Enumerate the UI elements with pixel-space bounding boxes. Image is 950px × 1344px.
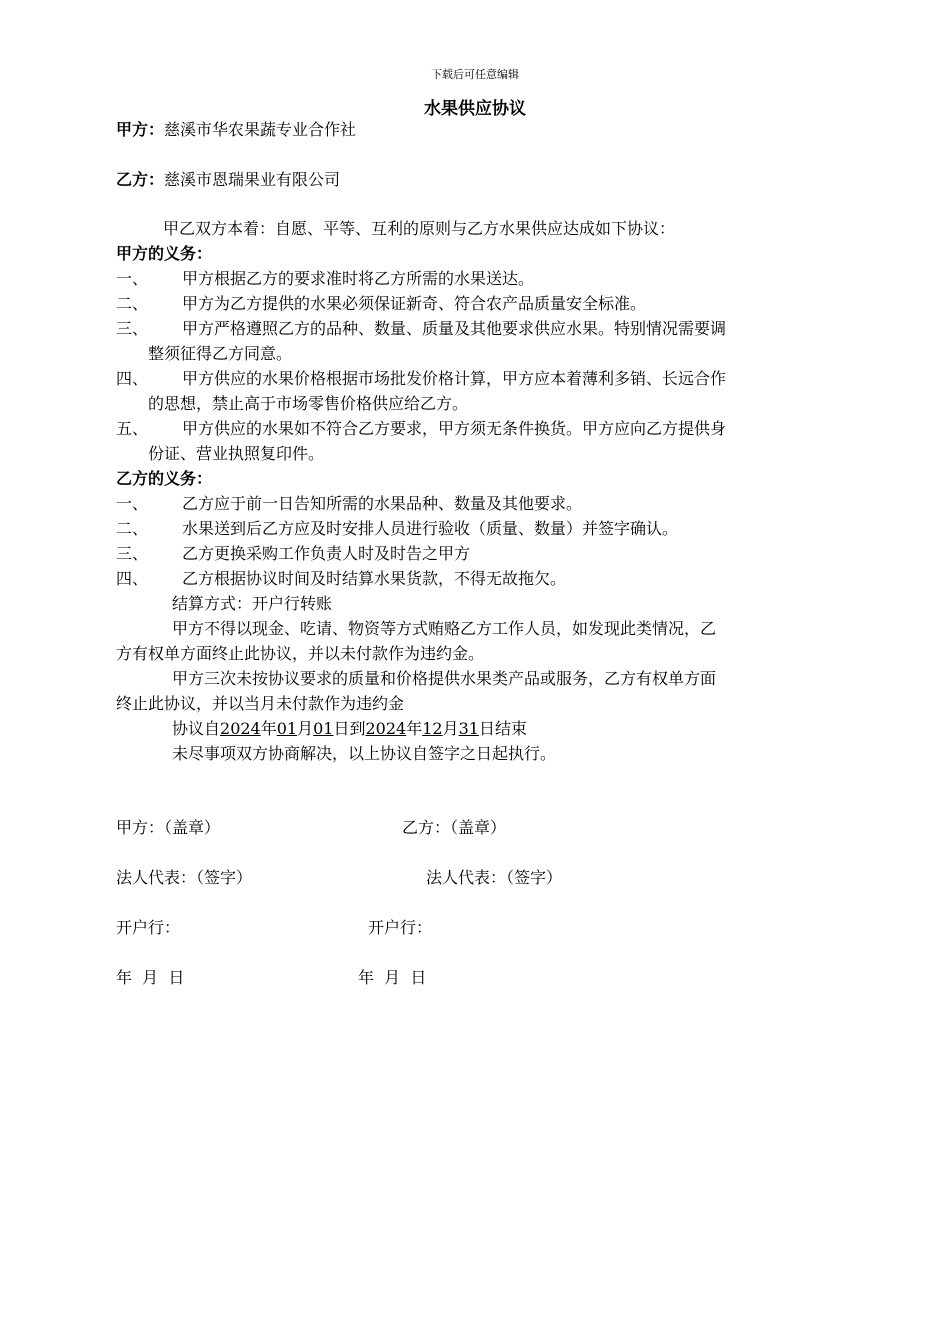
party-a-duties-heading: 甲方的义务： — [116, 244, 213, 263]
end-month: 12 — [422, 719, 443, 738]
party-b-legal-rep: 法人代表：（签字） — [426, 868, 563, 887]
a-duty-text: 甲方根据乙方的要求准时将乙方所需的水果送达。 — [182, 269, 535, 288]
party-a-bank: 开户行： — [116, 918, 181, 937]
b-duty-number: 三、 — [116, 544, 149, 563]
term-text: 月 — [297, 719, 314, 738]
intro-paragraph: 甲乙双方本着：自愿、平等、互利的原则与乙方水果供应达成如下协议： — [163, 219, 676, 238]
a-duty-number: 三、 — [116, 319, 149, 338]
document-title: 水果供应协议 — [424, 99, 526, 119]
b-duty-text: 水果送到后乙方应及时安排人员进行验收（质量、数量）并签字确认。 — [182, 519, 679, 538]
b-duty-text: 乙方根据协议时间及时结算水果货款，不得无故拖欠。 — [182, 569, 567, 588]
b-duty-item — [116, 492, 840, 516]
start-month: 01 — [276, 719, 298, 738]
a-duty-number: 二、 — [116, 294, 149, 313]
a-duty-continuation: 整须征得乙方同意。 — [148, 344, 293, 363]
settlement-method: 结算方式：开户行转账 — [172, 594, 333, 613]
bribery-clause-continuation: 方有权单方面终止此协议，并以未付款作为违约金。 — [116, 644, 485, 663]
header-note: 下载后可任意编辑 — [431, 68, 519, 81]
term-text: 日结束 — [478, 719, 527, 738]
term-text: 协议自 — [172, 719, 221, 738]
party-b-name: 慈溪市恩瑞果业有限公司 — [164, 170, 341, 189]
party-a-seal: 甲方：（盖章） — [116, 818, 221, 837]
party-b-label: 乙方： — [116, 170, 165, 189]
term-text: 日到 — [333, 719, 366, 738]
a-duty-continuation: 份证、营业执照复印件。 — [148, 444, 325, 463]
a-duty-number: 四、 — [116, 369, 149, 388]
a-duty-text: 甲方严格遵照乙方的品种、数量、质量及其他要求供应水果。特别情况需要调 — [182, 319, 727, 338]
agreement-term — [172, 717, 840, 741]
b-duty-item — [116, 542, 840, 566]
party-b-bank: 开户行： — [368, 918, 433, 937]
b-duty-number: 四、 — [116, 569, 149, 588]
term-text: 年 — [406, 719, 423, 738]
b-duty-item — [116, 517, 840, 541]
b-duty-item — [116, 567, 840, 591]
b-duty-text: 乙方应于前一日告知所需的水果品种、数量及其他要求。 — [182, 494, 583, 513]
party-a-date: 年 月 日 — [116, 968, 185, 987]
b-duty-text: 乙方更换采购工作负责人时及时告之甲方 — [182, 544, 471, 563]
term-text: 月 — [442, 719, 459, 738]
start-day: 01 — [313, 719, 334, 738]
b-duty-number: 一、 — [116, 494, 149, 513]
term-text: 年 — [260, 719, 277, 738]
a-duty-item — [116, 367, 840, 391]
a-duty-number: 一、 — [116, 269, 149, 288]
closing-clause: 未尽事项双方协商解决，以上协议自签字之日起执行。 — [172, 744, 557, 763]
end-day: 31 — [458, 719, 479, 738]
party-a-label: 甲方： — [116, 120, 165, 139]
a-duty-text: 甲方为乙方提供的水果必须保证新奇、符合农产品质量安全标准。 — [182, 294, 647, 313]
party-a-legal-rep: 法人代表：（签字） — [116, 868, 253, 887]
party-b-date: 年 月 日 — [358, 968, 427, 987]
party-a-line — [116, 118, 840, 142]
bribery-clause: 甲方不得以现金、吃请、物资等方式贿赂乙方工作人员，如发现此类情况，乙 — [172, 619, 717, 638]
a-duty-item — [116, 417, 840, 441]
a-duty-number: 五、 — [116, 419, 149, 438]
a-duty-text: 甲方供应的水果价格根据市场批发价格计算，甲方应本着薄利多销、长远合作 — [182, 369, 727, 388]
a-duty-item — [116, 292, 840, 316]
party-b-duties-heading: 乙方的义务： — [116, 469, 213, 488]
a-duty-item — [116, 267, 840, 291]
party-b-seal: 乙方：（盖章） — [402, 818, 507, 837]
quality-clause-continuation: 终止此协议，并以当月未付款作为违约金 — [116, 694, 405, 713]
start-year: 2024 — [220, 719, 261, 738]
a-duty-item — [116, 317, 840, 341]
party-a-name: 慈溪市华农果蔬专业合作社 — [164, 120, 357, 139]
end-year: 2024 — [365, 719, 407, 738]
b-duty-number: 二、 — [116, 519, 149, 538]
a-duty-text: 甲方供应的水果如不符合乙方要求，甲方须无条件换货。甲方应向乙方提供身 — [182, 419, 727, 438]
party-b-line — [116, 168, 840, 192]
a-duty-continuation: 的思想，禁止高于市场零售价格供应给乙方。 — [148, 394, 469, 413]
quality-clause: 甲方三次未按协议要求的质量和价格提供水果类产品或服务，乙方有权单方面 — [172, 669, 717, 688]
